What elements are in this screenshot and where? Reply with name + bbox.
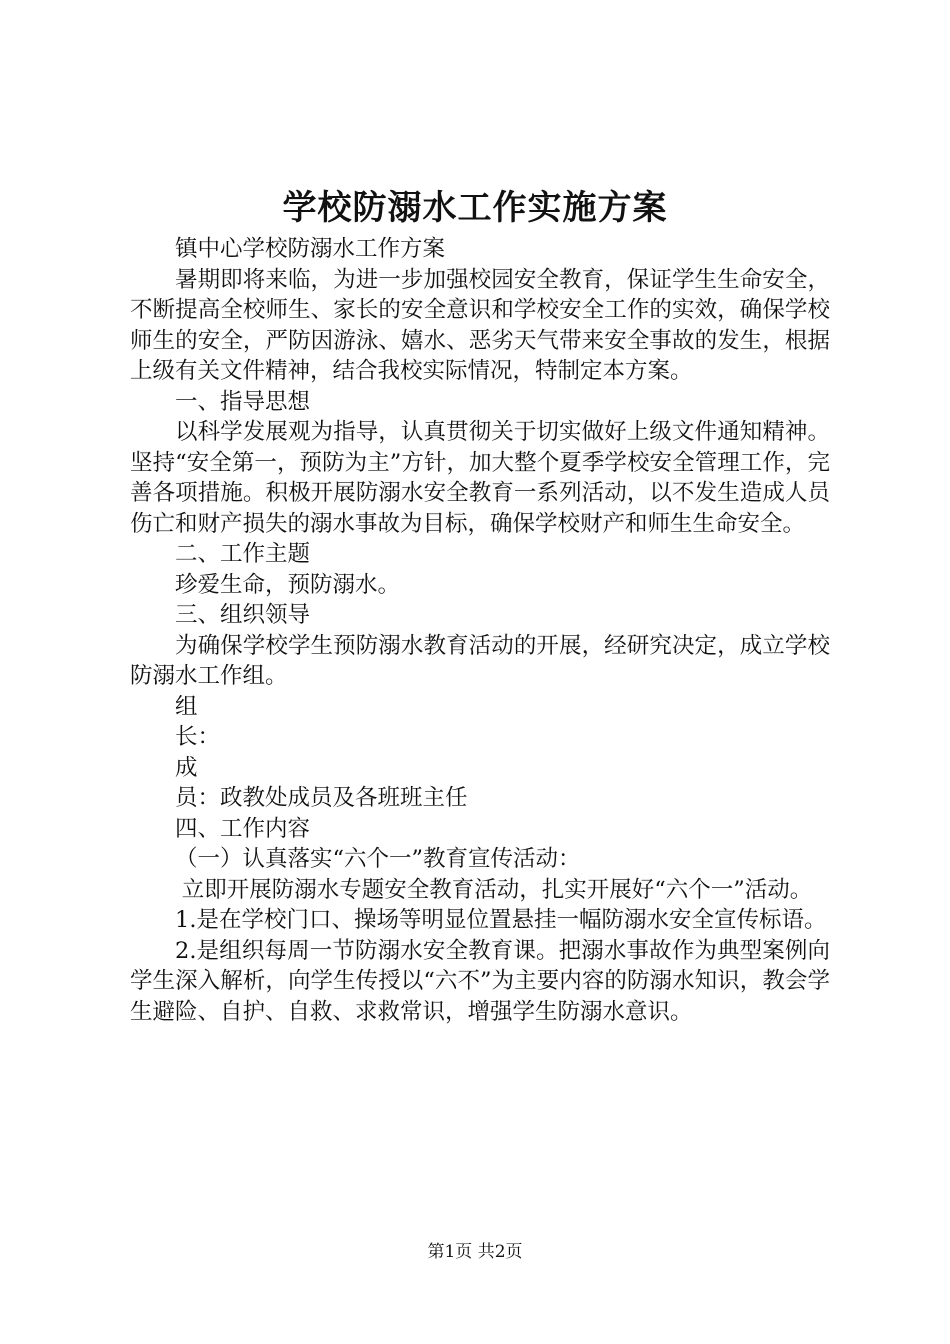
paragraph-subtitle: 镇中心学校防溺水工作方案 — [175, 236, 446, 262]
paragraph-intro: 暑期即将来临，为进一步加强校园安全教育，保证学生生命安全，不断提高全校师生、家长的安全意识和学校安全工作的实效，确保学校师生的安全，严防因游泳、嬉水、恶劣天气带来安全事故的发生，根据上级有关文件精神，结合我校实际情况，特制定本方案。 — [130, 266, 830, 384]
paragraph-leader-1: 组 — [175, 693, 198, 720]
paragraph-leader-2: 长： — [175, 724, 221, 750]
section-heading-guiding-ideology: 一、指导思想 — [175, 388, 311, 415]
paragraph-guiding-ideology: 以科学发展观为指导，认真贯彻关于切实做好上级文件通知精神。坚持“安全第一，预防为主”方针，加大整个夏季学校安全管理工作，完善各项措施。积极开展防溺水安全教育一系列活动，以不发生造成人员伤亡和财产损失的溺水事故为目标，确保学校财产和师生生命安全。 — [130, 419, 830, 537]
list-item-1: 1.是在学校门口、操场等明显位置悬挂一幅防溺水安全宣传标语。 — [175, 907, 827, 933]
section-heading-work-theme: 二、工作主题 — [175, 541, 311, 567]
section-heading-work-content: 四、工作内容 — [175, 815, 311, 842]
paragraph-six-ones: 立即开展防溺水专题安全教育活动，扎实开展好“六个一”活动。 — [181, 876, 813, 903]
page-footer: 第1页 共2页 — [427, 1242, 523, 1262]
document-body — [130, 234, 830, 1027]
paragraph-organization: 为确保学校学生预防溺水教育活动的开展，经研究决定，成立学校防溺水工作组。 — [130, 632, 830, 689]
paragraph-members-1: 成 — [175, 754, 198, 781]
subsection-heading-six-ones: （一）认真落实“六个一”教育宣传活动： — [175, 846, 581, 872]
list-item-2: 2.是组织每周一节防溺水安全教育课。把溺水事故作为典型案例向学生深入解析，向学生传授以“六不”为主要内容的防溺水知识，教会学生避险、自护、自救、求救常识，增强学生防溺水意识。 — [130, 937, 830, 1025]
paragraph-members-2: 员：政教处成员及各班班主任 — [175, 785, 468, 811]
document-title: 学校防溺水工作实施方案 — [282, 188, 668, 228]
section-heading-organization: 三、组织领导 — [175, 602, 311, 628]
paragraph-work-theme: 珍爱生命，预防溺水。 — [175, 571, 401, 598]
